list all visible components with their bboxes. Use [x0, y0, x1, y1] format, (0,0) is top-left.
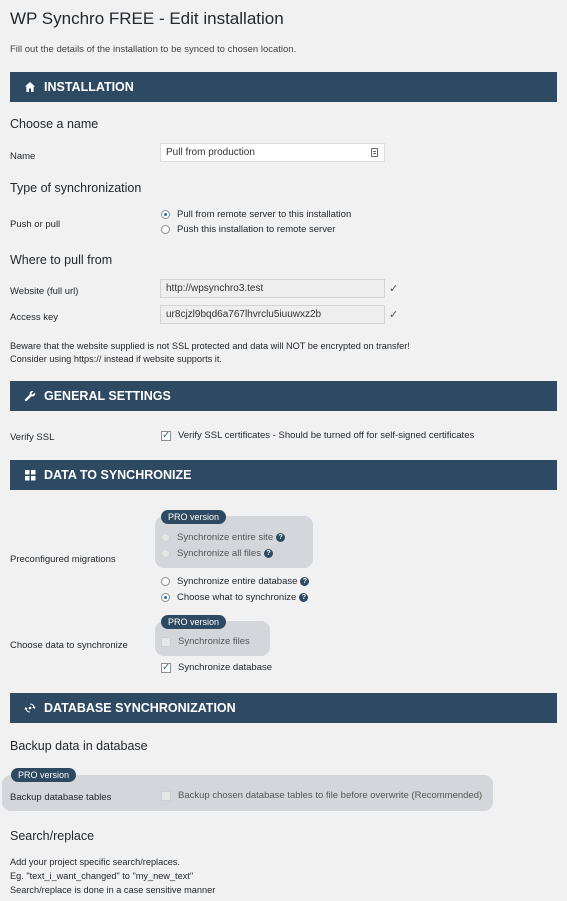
section-title: INSTALLATION [44, 80, 134, 94]
verify-ssl-text: Verify SSL certificates - Should be turned off for self-signed certificates [178, 430, 475, 441]
backup-checkbox-disabled [161, 791, 171, 801]
website-label: Website (full url) [10, 286, 79, 297]
where-heading: Where to pull from [10, 253, 113, 267]
all-files-label: Synchronize all files [177, 548, 261, 559]
access-key-valid-icon: ✓ [389, 309, 399, 321]
page-title: WP Synchro FREE - Edit installation [10, 9, 284, 28]
access-key-value: ur8cjzl9bqd6a767lhvrclu5iuuwxz2b [166, 309, 322, 320]
section-header-installation [10, 72, 557, 102]
radio-push[interactable] [161, 224, 335, 235]
form-fill-icon [371, 148, 378, 157]
preconfigured-label: Preconfigured migrations [10, 554, 116, 565]
section-header-data [10, 460, 557, 490]
radio-push-label: Push this installation to remote server [177, 224, 336, 235]
pro-version-badge: PRO version [11, 768, 76, 782]
wrench-icon [23, 389, 37, 403]
help-icon[interactable]: ? [299, 593, 308, 602]
choose-what-label: Choose what to synchronize [177, 592, 297, 603]
section-title: DATA TO SYNCHRONIZE [44, 468, 192, 482]
home-icon [23, 80, 37, 94]
push-pull-label: Push or pull [10, 219, 61, 230]
sync-type-heading: Type of synchronization [10, 181, 142, 195]
verify-ssl-checkbox[interactable]: ✓ [162, 429, 171, 441]
grid-icon [23, 468, 37, 482]
search-replace-line: Add your project specific search/replaces. [10, 857, 181, 867]
sync-icon [23, 701, 37, 715]
backup-text: Backup chosen database tables to file before overwrite (Recommended) [178, 790, 483, 801]
section-header-general [10, 381, 557, 411]
ssl-warning-line: Beware that the website supplied is not SSL protected and data will NOT be encrypted on transfer! [10, 341, 410, 351]
ssl-warning [10, 340, 410, 366]
search-replace-example: Eg. "text_i_want_changed" to "my_new_text" [10, 871, 194, 881]
radio-button[interactable] [161, 577, 170, 586]
search-replace-note: Search/replace is done in a case sensitive manner [10, 885, 216, 895]
entire-db-label: Synchronize entire database [177, 576, 298, 587]
choose-name-heading: Choose a name [10, 117, 99, 131]
name-input[interactable] [160, 143, 385, 162]
verify-ssl-checkbox-row[interactable] [161, 430, 474, 441]
access-key-label: Access key [10, 312, 59, 323]
search-replace-description [10, 855, 215, 897]
backup-checkbox-row [161, 790, 482, 801]
checkbox-files-row [161, 636, 250, 647]
files-checkbox-disabled [161, 637, 171, 647]
ssl-warning-hint: Consider using https:// instead if website supports it. [10, 354, 222, 364]
website-input-value: http://wpsynchro3.test [166, 283, 264, 294]
access-key-input[interactable] [160, 305, 385, 324]
pro-version-badge: PRO version [161, 510, 226, 524]
checkbox-database-row[interactable] [161, 662, 272, 673]
name-input-value: Pull from production [166, 147, 255, 158]
name-label: Name [10, 151, 36, 162]
search-replace-heading: Search/replace [10, 829, 95, 843]
entire-site-label: Synchronize entire site [177, 532, 274, 543]
radio-button-selected[interactable] [161, 210, 170, 219]
pro-version-badge: PRO version [161, 615, 226, 629]
backup-heading: Backup data in database [10, 739, 148, 753]
help-icon[interactable]: ? [300, 577, 309, 586]
database-label: Synchronize database [178, 662, 273, 673]
radio-button[interactable] [161, 225, 170, 234]
verify-ssl-label: Verify SSL [10, 432, 55, 443]
help-icon[interactable]: ? [276, 533, 285, 542]
backup-tables-label: Backup database tables [10, 792, 112, 803]
radio-all-files [161, 548, 273, 559]
radio-button-disabled [161, 549, 170, 558]
radio-choose-what[interactable] [161, 592, 308, 603]
choose-data-label: Choose data to synchronize [10, 640, 128, 651]
files-label: Synchronize files [178, 636, 250, 647]
radio-entire-db[interactable] [161, 576, 309, 587]
radio-button-selected[interactable] [161, 593, 170, 602]
section-header-database [10, 693, 557, 723]
help-icon[interactable]: ? [264, 549, 273, 558]
radio-entire-site [161, 532, 285, 543]
database-checkbox[interactable]: ✓ [162, 661, 171, 673]
radio-pull-label: Pull from remote server to this installation [177, 209, 352, 220]
website-input[interactable] [160, 279, 385, 298]
radio-pull[interactable] [161, 209, 351, 220]
radio-button-disabled [161, 533, 170, 542]
website-valid-icon: ✓ [389, 283, 399, 295]
page-description: Fill out the details of the installation to be synced to chosen location. [10, 44, 297, 55]
section-title: GENERAL SETTINGS [44, 389, 171, 403]
section-title: DATABASE SYNCHRONIZATION [44, 701, 236, 715]
